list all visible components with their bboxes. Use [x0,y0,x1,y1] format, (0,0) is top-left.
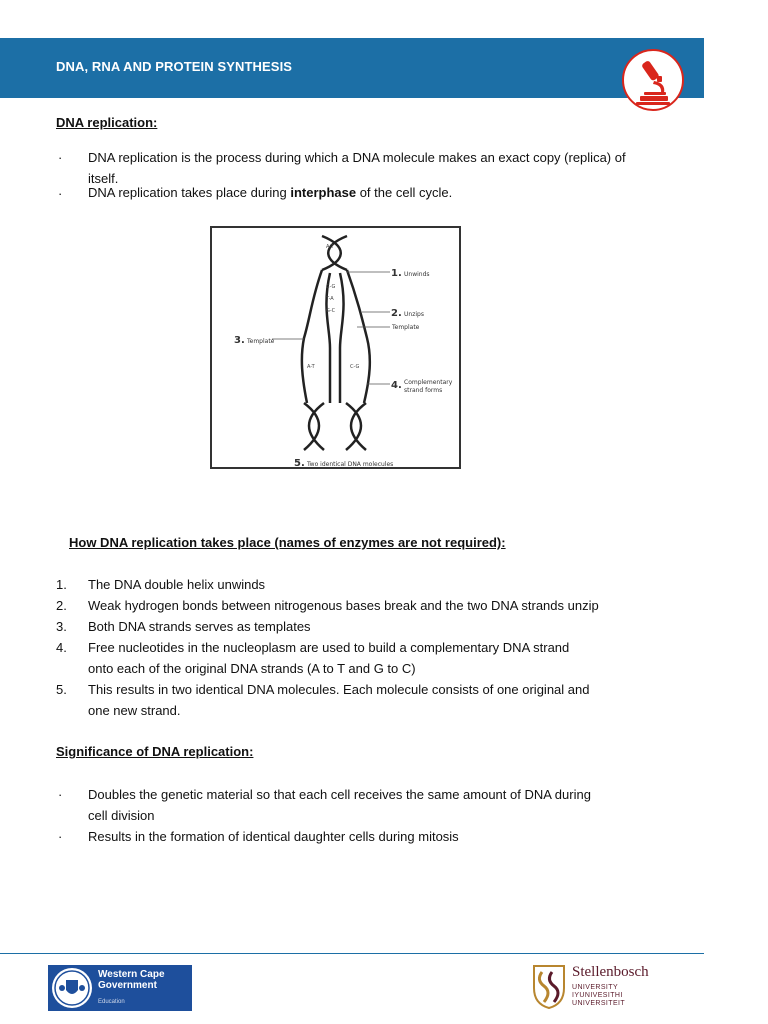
bullet-marker: · [58,186,63,201]
bullet-text [88,784,591,826]
coat-of-arms-icon [52,968,92,1008]
stellenbosch-university-logo [532,962,672,1012]
figure-label-text: Template [392,324,420,331]
su-subtitle-line: UNIVERSITEIT [572,1000,626,1007]
figure-label-text: Complementary [404,379,453,386]
step-text [88,595,599,616]
section-heading-dna-replication: DNA replication: [56,115,158,130]
step-line: one new strand. [88,703,181,718]
base-pair-label: C-G [350,364,360,370]
bullet-line: DNA replication is the process during which a DNA molecule makes an exact copy (replica) of [88,150,626,165]
wcg-name-line: Western Cape [98,969,165,980]
footer-divider [0,953,704,954]
bullet-line: DNA replication takes place during [88,185,291,200]
step-line: This results in two identical DNA molecules. Each molecule consists of one original and [88,682,590,697]
figure-label-text: Unwinds [404,271,430,278]
base-pair-label: T-A [326,296,334,302]
step-number: 4. [56,640,67,655]
figure-label-num: 5. [294,458,305,467]
stellenbosch-emblem-icon [532,962,566,1010]
step-number: 3. [56,619,67,634]
figure-label-text: Unzips [404,311,424,318]
figure-label-num: 1. [391,268,402,279]
dna-diagram-svg [212,228,459,467]
figure-label-num: 2. [391,308,402,319]
microscope-logo [622,49,684,111]
wcg-department: Education [98,999,125,1005]
bullet-line: cell division [88,808,155,823]
step-number: 2. [56,598,67,613]
microscope-icon [624,51,682,109]
section-heading-how-replication: How DNA replication takes place (names of enzymes are not required): [69,535,506,550]
step-text [88,574,265,595]
figure-label-text: strand forms [404,387,443,394]
base-pair-label: A-T [307,364,315,370]
step-line: Weak hydrogen bonds between nitrogenous bases break and the two DNA strands unzip [88,598,599,613]
dna-replication-diagram [210,226,461,469]
step-line: onto each of the original DNA strands (A to T and G to C) [88,661,416,676]
section-heading-significance: Significance of DNA replication: [56,744,254,759]
figure-label-text: Two identical DNA molecules [307,461,394,467]
bullet-line: Results in the formation of identical daughter cells during mitosis [88,829,459,844]
bullet-text [88,826,459,847]
su-name: Stellenbosch [572,964,649,980]
western-cape-government-logo [48,965,192,1011]
step-line: The DNA double helix unwinds [88,577,266,592]
bullet-text [88,182,452,203]
step-text [88,679,589,721]
base-pair-label: A-T [326,244,334,250]
step-line: Both DNA strands serves as templates [88,619,311,634]
wcg-name [98,969,165,991]
figure-label-num: 3. [234,335,245,346]
base-pair-label: G-C [326,308,336,314]
bullet-line: Doubles the genetic material so that each cell receives the same amount of DNA during [88,787,591,802]
figure-label-text: Template [247,338,275,345]
bullet-marker: · [58,787,63,802]
su-subtitle-line: IYUNIVESITHI [572,992,623,999]
page-title: DNA, RNA AND PROTEIN SYNTHESIS [56,59,293,74]
wcg-name-line: Government [98,980,157,991]
step-line: Free nucleotides in the nucleoplasm are used to build a complementary DNA strand [88,640,570,655]
figure-label-num: 4. [391,380,402,391]
step-number: 5. [56,682,67,697]
bullet-line: itself. [88,171,119,186]
emphasis-interphase: interphase [290,185,357,200]
bullet-line: of the cell cycle. [356,185,453,200]
bullet-marker: · [58,829,63,844]
step-text [88,616,311,637]
bullet-marker: · [58,150,63,165]
header-bar [0,38,704,98]
step-text [88,637,569,679]
su-subtitle-line: UNIVERSITY [572,984,619,991]
step-number: 1. [56,577,67,592]
base-pair-label: C-G [326,284,336,290]
su-subtitle [572,984,625,1008]
